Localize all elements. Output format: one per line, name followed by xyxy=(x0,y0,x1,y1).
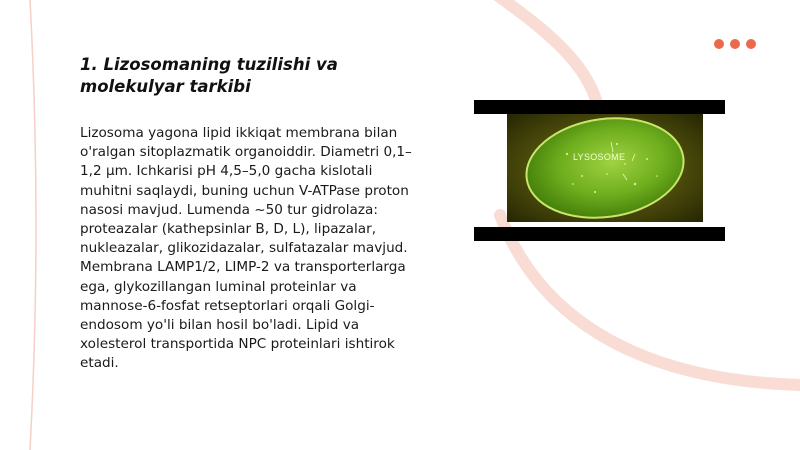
figure-bottom-bar xyxy=(474,227,725,241)
dot-icon xyxy=(730,39,740,49)
slide-title: 1. Lizosomaning tuzilishi va molekulyar tarkibi xyxy=(80,55,338,96)
dot-icon xyxy=(746,39,756,49)
lysosome-micrograph xyxy=(507,114,703,222)
lysosome-figure xyxy=(474,100,725,241)
slide-body: Lizosoma yagona lipid ikkiqat membrana bilan o'ralgan sitoplazmatik organoiddir. Diametri 0,1–1,2 µm. Ichkarisi pH 4,5–5,0 gacha kislotali muhitni saqlaydi, buning uchun V-ATPase proton nasosi mavjud. Lumenda ~50 tur gidrolaza: proteazalar (kathepsinlar B, D, L), lipazalar, nukleazalar, glikozidazalar, sulfatazalar mavjud. Membrana LAMP1/2, LIMP-2 va transporterlarga ega, glykozillangan luminal proteinlar va mannose-6-fosfat retseptorlari orqali Golgi-endosom yo'li bilan hosil bo'ladi. Lipid va xolesterol transportida NPC proteinlari ishtirok etadi. xyxy=(80,125,412,372)
dot-icon xyxy=(714,39,724,49)
lysosome-label: LYSOSOME xyxy=(573,152,626,162)
slide-dots xyxy=(714,39,756,49)
figure-top-bar xyxy=(474,100,725,114)
